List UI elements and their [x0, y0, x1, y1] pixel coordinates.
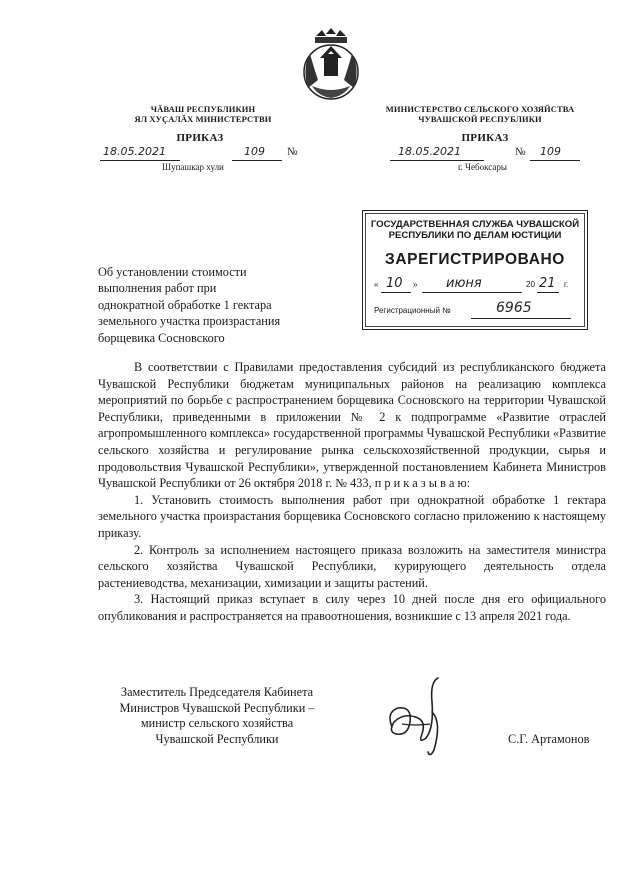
stamp-year-suffix: 21	[539, 276, 556, 291]
number-sign-right: №	[515, 146, 526, 158]
order-number-right: 109	[540, 145, 561, 158]
signatory-name: С.Г. Артамонов	[508, 732, 590, 746]
order-title-left: ПРИКАЗ	[176, 132, 224, 144]
title-line-2: выполнения работ при	[98, 281, 217, 296]
ministry-header-chuvash	[118, 104, 288, 124]
place-right: г. Чебоксары	[458, 162, 507, 172]
sig-line-4: Чувашской Республики	[155, 731, 279, 746]
order-number-left: 109	[244, 145, 265, 158]
registration-stamp: ГОСУДАРСТВЕННАЯ СЛУЖБА ЧУВАШСКОЙ РЕСПУБЛИКИ ПО ДЕЛАМ ЮСТИЦИИ ЗАРЕГИСТРИРОВАНО « 10 » июня 20 21 г. Регистрационный № 6965	[362, 210, 588, 330]
stamp-registered: ЗАРЕГИСТРИРОВАНО	[385, 251, 565, 268]
sig-line-1: Заместитель Председателя Кабинета	[120, 685, 314, 699]
stamp-year-prefix: 20	[526, 280, 535, 289]
stamp-month: июня	[446, 276, 482, 291]
title-line-3: однократной обработке 1 гектара	[98, 297, 272, 312]
stamp-org-line2: РЕСПУБЛИКИ ПО ДЕЛАМ ЮСТИЦИИ	[388, 230, 562, 241]
stamp-day: 10	[386, 276, 403, 291]
item-2: 2. Контроль за исполнением настоящего приказа возложить на заместителя министра сельского хозяйства Чувашской Республики, курирующего деятельность отдела растениеводства, механизации, химизации и защиты растений.	[98, 542, 606, 590]
handwritten-signature-icon	[382, 672, 452, 762]
title-line-4: земельного участка произрастания	[98, 314, 281, 329]
ministry-header-russian	[380, 104, 580, 124]
header-left-line2: ЯЛ ХУҪАЛĂХ МИНИСТЕРСТВИ	[134, 114, 272, 124]
number-sign-left: №	[287, 146, 298, 158]
sig-line-2: Министров Чувашской Республики –	[119, 700, 315, 715]
stamp-reg-number: 6965	[496, 300, 532, 316]
stamp-year-g: г.	[564, 280, 569, 289]
title-line-1: Об установлении стоимости	[98, 265, 247, 279]
item-3: 3. Настоящий приказ вступает в силу через 10 дней после дня его официального опубликования и распространяется на правоотношения, возникшие с 13 апреля 2021 года.	[98, 592, 606, 623]
title-line-5: борщевика Сосновского	[98, 330, 225, 345]
order-title-right: ПРИКАЗ	[461, 132, 509, 144]
header-right-line1: МИНИСТЕРСТВО СЕЛЬСКОГО ХОЗЯЙСТВА	[385, 104, 575, 114]
sig-line-3: министр сельского хозяйства	[140, 716, 294, 731]
order-date-left: 18.05.2021	[103, 145, 166, 158]
header-left-line1: ЧĂВАШ РЕСПУБЛИКИН	[150, 104, 256, 114]
header-right-line2: ЧУВАШСКОЙ РЕСПУБЛИКИ	[418, 114, 542, 124]
place-left: Шупашкар хули	[162, 162, 224, 172]
intro-paragraph: В соответствии с Правилами предоставления субсидий из республиканского бюджета Чувашской Республики бюджетам муниципальных районов на реализацию комплекса мероприятий по борьбе с распространением борщевика Сосновского на территории Чувашской Республики, приведенными в приложении № 2 к подпрограмме «Развитие отраслей агропромышленного комплекса» государственной программы Чувашской Республики «Развитие сельского хозяйства и регулирование рынка сельскохозяйственной продукции, сырья и продовольствия Чувашской Республики», утвержденной постановлением Кабинета Министров Чувашской Республики от 26 октября 2018 г. № 433, п р и к а з ы в а ю:	[98, 360, 606, 491]
signature-title-block	[92, 685, 342, 747]
stamp-reg-label: Регистрационный №	[374, 306, 451, 315]
item-1: 1. Установить стоимость выполнения работ при однократной обработке 1 гектара земельного участка произрастания борщевика Сосновского согласно приложению к настоящему приказу.	[98, 492, 606, 540]
order-date-right: 18.05.2021	[398, 145, 461, 158]
stamp-org-line1: ГОСУДАРСТВЕННАЯ СЛУЖБА ЧУВАШСКОЙ	[370, 219, 580, 230]
chuvash-emblem-icon	[298, 28, 364, 102]
document-title	[98, 264, 338, 346]
document-body	[98, 359, 606, 625]
